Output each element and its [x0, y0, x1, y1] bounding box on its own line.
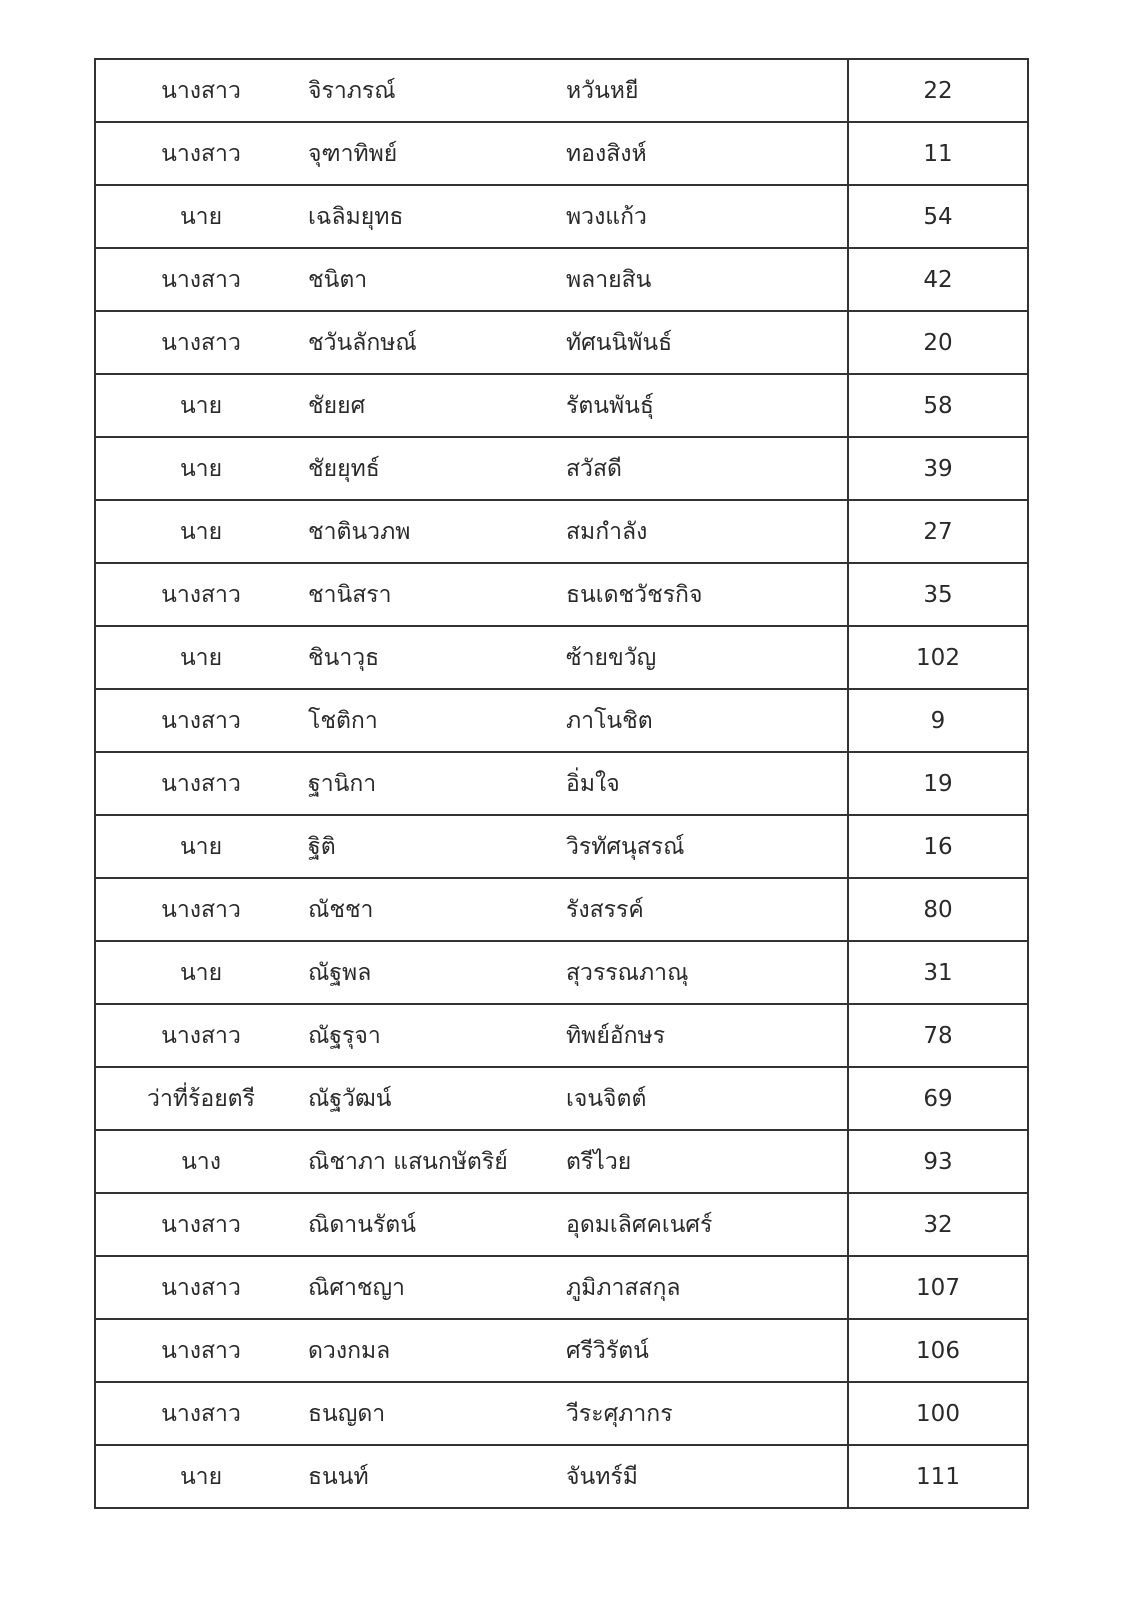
- first-name-cell: ณิศาชญา: [306, 1256, 564, 1319]
- last-name-cell: สวัสดี: [564, 437, 848, 500]
- title-cell: นางสาว: [95, 59, 306, 122]
- first-name-cell: ชินาวุธ: [306, 626, 564, 689]
- first-name-cell: จิราภรณ์: [306, 59, 564, 122]
- title-cell: นาย: [95, 941, 306, 1004]
- table-row: [95, 626, 1028, 689]
- number-cell: 54: [848, 185, 1028, 248]
- table-row: [95, 437, 1028, 500]
- number-cell: 93: [848, 1130, 1028, 1193]
- number-cell: 27: [848, 500, 1028, 563]
- number-cell: 100: [848, 1382, 1028, 1445]
- number-cell: 39: [848, 437, 1028, 500]
- number-cell: 9: [848, 689, 1028, 752]
- first-name-cell: ชนิตา: [306, 248, 564, 311]
- last-name-cell: ทองสิงห์: [564, 122, 848, 185]
- number-cell: 22: [848, 59, 1028, 122]
- last-name-cell: ตรีไวย: [564, 1130, 848, 1193]
- number-cell: 32: [848, 1193, 1028, 1256]
- first-name-cell: ณัฐรุจา: [306, 1004, 564, 1067]
- title-cell: นาง: [95, 1130, 306, 1193]
- last-name-cell: สมกำลัง: [564, 500, 848, 563]
- last-name-cell: ทิพย์อักษร: [564, 1004, 848, 1067]
- table-row: [95, 1319, 1028, 1382]
- title-cell: นางสาว: [95, 689, 306, 752]
- number-cell: 58: [848, 374, 1028, 437]
- number-cell: 107: [848, 1256, 1028, 1319]
- last-name-cell: ซ้ายขวัญ: [564, 626, 848, 689]
- title-cell: นางสาว: [95, 1382, 306, 1445]
- last-name-cell: สุวรรณภาณุ: [564, 941, 848, 1004]
- number-cell: 11: [848, 122, 1028, 185]
- last-name-cell: ทัศนนิพันธ์: [564, 311, 848, 374]
- first-name-cell: ชาตินวภพ: [306, 500, 564, 563]
- first-name-cell: เฉลิมยุทธ: [306, 185, 564, 248]
- last-name-cell: เจนจิตต์: [564, 1067, 848, 1130]
- number-cell: 19: [848, 752, 1028, 815]
- number-cell: 35: [848, 563, 1028, 626]
- number-cell: 42: [848, 248, 1028, 311]
- table-row: [95, 1256, 1028, 1319]
- last-name-cell: รังสรรค์: [564, 878, 848, 941]
- last-name-cell: ธนเดชวัชรกิจ: [564, 563, 848, 626]
- first-name-cell: ณัฐวัฒน์: [306, 1067, 564, 1130]
- table-row: [95, 248, 1028, 311]
- name-list-body: [95, 59, 1028, 1508]
- number-cell: 80: [848, 878, 1028, 941]
- first-name-cell: ชานิสรา: [306, 563, 564, 626]
- last-name-cell: พลายสิน: [564, 248, 848, 311]
- title-cell: ว่าที่ร้อยตรี: [95, 1067, 306, 1130]
- title-cell: นาย: [95, 374, 306, 437]
- table-row: [95, 752, 1028, 815]
- title-cell: นาย: [95, 185, 306, 248]
- table-row: [95, 1193, 1028, 1256]
- table-row: [95, 1130, 1028, 1193]
- title-cell: นางสาว: [95, 122, 306, 185]
- title-cell: นางสาว: [95, 1319, 306, 1382]
- title-cell: นาย: [95, 500, 306, 563]
- first-name-cell: โชติกา: [306, 689, 564, 752]
- last-name-cell: ภูมิภาสสกุล: [564, 1256, 848, 1319]
- first-name-cell: ฐิติ: [306, 815, 564, 878]
- first-name-cell: ชวันลักษณ์: [306, 311, 564, 374]
- last-name-cell: พวงแก้ว: [564, 185, 848, 248]
- number-cell: 20: [848, 311, 1028, 374]
- last-name-cell: รัตนพันธุ์: [564, 374, 848, 437]
- number-cell: 102: [848, 626, 1028, 689]
- title-cell: นางสาว: [95, 1256, 306, 1319]
- table-row: [95, 941, 1028, 1004]
- first-name-cell: ณัฐพล: [306, 941, 564, 1004]
- title-cell: นาย: [95, 1445, 306, 1508]
- last-name-cell: ภาโนชิต: [564, 689, 848, 752]
- table-row: [95, 311, 1028, 374]
- table-row: [95, 563, 1028, 626]
- last-name-cell: วิรทัศนุสรณ์: [564, 815, 848, 878]
- first-name-cell: ดวงกมล: [306, 1319, 564, 1382]
- table-row: [95, 689, 1028, 752]
- title-cell: นาย: [95, 815, 306, 878]
- first-name-cell: ณัชชา: [306, 878, 564, 941]
- last-name-cell: อิ่มใจ: [564, 752, 848, 815]
- table-row: [95, 500, 1028, 563]
- table-row: [95, 374, 1028, 437]
- table-row: [95, 878, 1028, 941]
- title-cell: นาย: [95, 437, 306, 500]
- title-cell: นางสาว: [95, 752, 306, 815]
- last-name-cell: หวันหยี: [564, 59, 848, 122]
- last-name-cell: อุดมเลิศคเนศร์: [564, 1193, 848, 1256]
- title-cell: นาย: [95, 626, 306, 689]
- first-name-cell: ธนญดา: [306, 1382, 564, 1445]
- name-list-table: [94, 58, 1029, 1509]
- number-cell: 78: [848, 1004, 1028, 1067]
- first-name-cell: ชัยยศ: [306, 374, 564, 437]
- title-cell: นางสาว: [95, 248, 306, 311]
- table-row: [95, 815, 1028, 878]
- table-row: [95, 59, 1028, 122]
- table-row: [95, 1004, 1028, 1067]
- table-row: [95, 1382, 1028, 1445]
- last-name-cell: จันทร์มี: [564, 1445, 848, 1508]
- title-cell: นางสาว: [95, 1004, 306, 1067]
- number-cell: 106: [848, 1319, 1028, 1382]
- title-cell: นางสาว: [95, 311, 306, 374]
- first-name-cell: ธนนท์: [306, 1445, 564, 1508]
- table-row: [95, 1067, 1028, 1130]
- number-cell: 111: [848, 1445, 1028, 1508]
- title-cell: นางสาว: [95, 878, 306, 941]
- title-cell: นางสาว: [95, 563, 306, 626]
- table-row: [95, 1445, 1028, 1508]
- title-cell: นางสาว: [95, 1193, 306, 1256]
- first-name-cell: จุฑาทิพย์: [306, 122, 564, 185]
- number-cell: 69: [848, 1067, 1028, 1130]
- number-cell: 31: [848, 941, 1028, 1004]
- first-name-cell: ณิดานรัตน์: [306, 1193, 564, 1256]
- last-name-cell: วีระศุภากร: [564, 1382, 848, 1445]
- table-row: [95, 122, 1028, 185]
- first-name-cell: ฐานิกา: [306, 752, 564, 815]
- last-name-cell: ศรีวิรัตน์: [564, 1319, 848, 1382]
- number-cell: 16: [848, 815, 1028, 878]
- table-row: [95, 185, 1028, 248]
- first-name-cell: ชัยยุทธ์: [306, 437, 564, 500]
- first-name-cell: ณิชาภา แสนกษัตริย์: [306, 1130, 564, 1193]
